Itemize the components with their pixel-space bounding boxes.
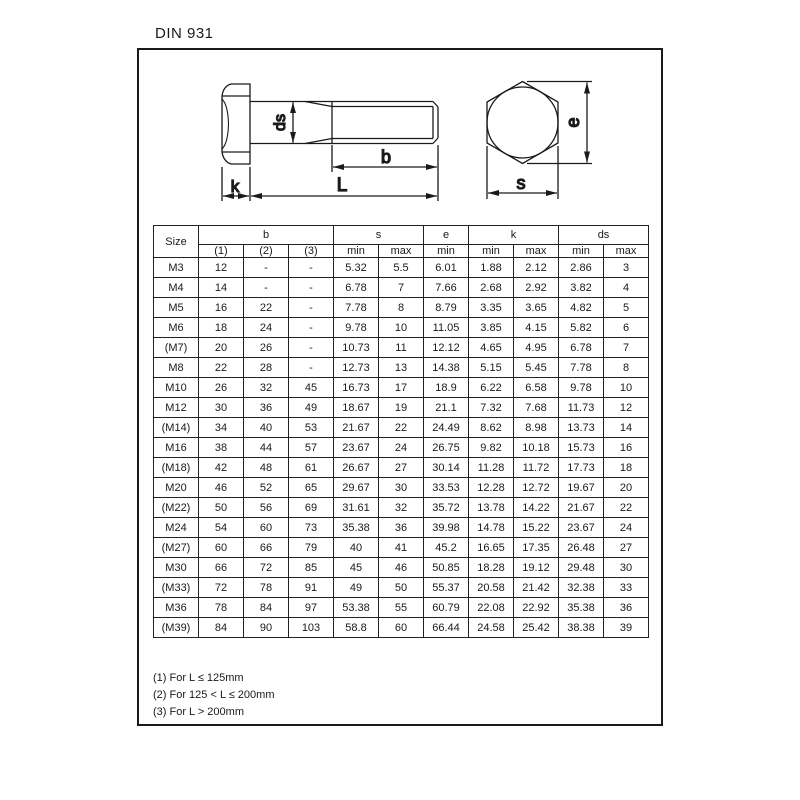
b2-cell: 26 bbox=[244, 338, 289, 358]
s-max-cell: 24 bbox=[379, 438, 424, 458]
b2-cell: 32 bbox=[244, 378, 289, 398]
k-max-cell: 17.35 bbox=[514, 538, 559, 558]
ds-dimension-label: ds bbox=[272, 114, 289, 131]
table-row bbox=[154, 298, 649, 318]
e-min-cell: 50.85 bbox=[424, 558, 469, 578]
k-min-cell: 11.28 bbox=[469, 458, 514, 478]
e-min-cell: 12.12 bbox=[424, 338, 469, 358]
k-min-cell: 13.78 bbox=[469, 498, 514, 518]
header-s: s bbox=[334, 226, 424, 245]
e-min-cell: 18.9 bbox=[424, 378, 469, 398]
size-cell: M20 bbox=[154, 478, 199, 498]
e-min-cell: 30.14 bbox=[424, 458, 469, 478]
b3-cell: - bbox=[289, 278, 334, 298]
b2-cell: 48 bbox=[244, 458, 289, 478]
k-max-cell: 12.72 bbox=[514, 478, 559, 498]
s-max-cell: 22 bbox=[379, 418, 424, 438]
s-min-cell: 6.78 bbox=[334, 278, 379, 298]
b3-cell: 49 bbox=[289, 398, 334, 418]
page-title: DIN 931 bbox=[155, 25, 214, 42]
b3-cell: 69 bbox=[289, 498, 334, 518]
b2-cell: - bbox=[244, 278, 289, 298]
k-min-cell: 16.65 bbox=[469, 538, 514, 558]
table-row bbox=[154, 338, 649, 358]
s-min-cell: 5.32 bbox=[334, 258, 379, 278]
k-min-cell: 22.08 bbox=[469, 598, 514, 618]
ds-max-cell: 5 bbox=[604, 298, 649, 318]
header-ds: ds bbox=[559, 226, 649, 245]
b1-cell: 22 bbox=[199, 358, 244, 378]
e-min-cell: 26.75 bbox=[424, 438, 469, 458]
e-min-cell: 33.53 bbox=[424, 478, 469, 498]
k-max-cell: 14.22 bbox=[514, 498, 559, 518]
header-k-max: max bbox=[514, 245, 559, 258]
ds-max-cell: 7 bbox=[604, 338, 649, 358]
k-min-cell: 12.28 bbox=[469, 478, 514, 498]
s-min-cell: 9.78 bbox=[334, 318, 379, 338]
s-min-cell: 45 bbox=[334, 558, 379, 578]
ds-max-cell: 27 bbox=[604, 538, 649, 558]
footnote-3: (3) For L > 200mm bbox=[153, 706, 244, 718]
header-e-min: min bbox=[424, 245, 469, 258]
e-min-cell: 8.79 bbox=[424, 298, 469, 318]
ds-min-cell: 19.67 bbox=[559, 478, 604, 498]
size-cell: (M33) bbox=[154, 578, 199, 598]
b1-cell: 16 bbox=[199, 298, 244, 318]
s-max-cell: 27 bbox=[379, 458, 424, 478]
s-min-cell: 23.67 bbox=[334, 438, 379, 458]
header-ds-min: min bbox=[559, 245, 604, 258]
b1-cell: 12 bbox=[199, 258, 244, 278]
table-row bbox=[154, 278, 649, 298]
table-row bbox=[154, 318, 649, 338]
b2-cell: 90 bbox=[244, 618, 289, 638]
k-max-cell: 21.42 bbox=[514, 578, 559, 598]
k-max-cell: 19.12 bbox=[514, 558, 559, 578]
s-max-cell: 13 bbox=[379, 358, 424, 378]
b1-cell: 26 bbox=[199, 378, 244, 398]
ds-min-cell: 21.67 bbox=[559, 498, 604, 518]
ds-max-cell: 8 bbox=[604, 358, 649, 378]
e-min-cell: 24.49 bbox=[424, 418, 469, 438]
b3-cell: 79 bbox=[289, 538, 334, 558]
technical-drawing bbox=[139, 50, 661, 222]
s-max-cell: 55 bbox=[379, 598, 424, 618]
k-max-cell: 10.18 bbox=[514, 438, 559, 458]
s-min-cell: 40 bbox=[334, 538, 379, 558]
size-cell: M12 bbox=[154, 398, 199, 418]
s-min-cell: 35.38 bbox=[334, 518, 379, 538]
k-dimension-label: k bbox=[230, 177, 240, 196]
b2-cell: 84 bbox=[244, 598, 289, 618]
k-max-cell: 15.22 bbox=[514, 518, 559, 538]
ds-min-cell: 7.78 bbox=[559, 358, 604, 378]
k-min-cell: 5.15 bbox=[469, 358, 514, 378]
s-min-cell: 26.67 bbox=[334, 458, 379, 478]
thread-runout bbox=[305, 139, 332, 144]
k-max-cell: 6.58 bbox=[514, 378, 559, 398]
b1-cell: 18 bbox=[199, 318, 244, 338]
k-max-cell: 8.98 bbox=[514, 418, 559, 438]
ds-max-cell: 4 bbox=[604, 278, 649, 298]
ds-max-cell: 39 bbox=[604, 618, 649, 638]
b3-cell: 85 bbox=[289, 558, 334, 578]
b1-cell: 42 bbox=[199, 458, 244, 478]
s-min-cell: 21.67 bbox=[334, 418, 379, 438]
ds-min-cell: 17.73 bbox=[559, 458, 604, 478]
s-max-cell: 11 bbox=[379, 338, 424, 358]
size-cell: M6 bbox=[154, 318, 199, 338]
ds-min-cell: 6.78 bbox=[559, 338, 604, 358]
b-dimension-label: b bbox=[380, 147, 392, 167]
hex-head-front-view bbox=[487, 82, 592, 200]
b2-cell: 44 bbox=[244, 438, 289, 458]
b2-cell: 56 bbox=[244, 498, 289, 518]
b2-cell: 40 bbox=[244, 418, 289, 438]
ds-max-cell: 18 bbox=[604, 458, 649, 478]
size-cell: (M27) bbox=[154, 538, 199, 558]
b1-cell: 66 bbox=[199, 558, 244, 578]
table-row bbox=[154, 458, 649, 478]
size-cell: M5 bbox=[154, 298, 199, 318]
ds-max-cell: 30 bbox=[604, 558, 649, 578]
e-min-cell: 11.05 bbox=[424, 318, 469, 338]
ds-min-cell: 13.73 bbox=[559, 418, 604, 438]
s-min-cell: 16.73 bbox=[334, 378, 379, 398]
k-min-cell: 4.65 bbox=[469, 338, 514, 358]
b2-cell: 52 bbox=[244, 478, 289, 498]
e-min-cell: 45.2 bbox=[424, 538, 469, 558]
k-min-cell: 24.58 bbox=[469, 618, 514, 638]
ds-min-cell: 35.38 bbox=[559, 598, 604, 618]
b3-cell: 97 bbox=[289, 598, 334, 618]
b2-cell: 78 bbox=[244, 578, 289, 598]
size-cell: M8 bbox=[154, 358, 199, 378]
b3-cell: - bbox=[289, 338, 334, 358]
ds-min-cell: 11.73 bbox=[559, 398, 604, 418]
b3-cell: - bbox=[289, 358, 334, 378]
inscribed-circle bbox=[487, 87, 558, 158]
content-frame bbox=[137, 48, 663, 726]
b3-cell: 53 bbox=[289, 418, 334, 438]
footnote-2: (2) For 125 < L ≤ 200mm bbox=[153, 689, 275, 701]
k-min-cell: 14.78 bbox=[469, 518, 514, 538]
s-min-cell: 12.73 bbox=[334, 358, 379, 378]
e-min-cell: 55.37 bbox=[424, 578, 469, 598]
table-row bbox=[154, 378, 649, 398]
s-max-cell: 8 bbox=[379, 298, 424, 318]
size-cell: M30 bbox=[154, 558, 199, 578]
ds-max-cell: 36 bbox=[604, 598, 649, 618]
table-row bbox=[154, 358, 649, 378]
s-max-cell: 46 bbox=[379, 558, 424, 578]
table-row bbox=[154, 598, 649, 618]
s-min-cell: 29.67 bbox=[334, 478, 379, 498]
b1-cell: 30 bbox=[199, 398, 244, 418]
s-max-cell: 60 bbox=[379, 618, 424, 638]
k-min-cell: 3.35 bbox=[469, 298, 514, 318]
s-max-cell: 36 bbox=[379, 518, 424, 538]
header-size: Size bbox=[154, 226, 199, 258]
k-max-cell: 25.42 bbox=[514, 618, 559, 638]
k-max-cell: 5.45 bbox=[514, 358, 559, 378]
k-max-cell: 2.12 bbox=[514, 258, 559, 278]
b2-cell: 36 bbox=[244, 398, 289, 418]
k-min-cell: 1.88 bbox=[469, 258, 514, 278]
ds-min-cell: 3.82 bbox=[559, 278, 604, 298]
ds-max-cell: 24 bbox=[604, 518, 649, 538]
s-dimension-label: s bbox=[516, 173, 526, 193]
b2-cell: 60 bbox=[244, 518, 289, 538]
b3-cell: 91 bbox=[289, 578, 334, 598]
ds-min-cell: 29.48 bbox=[559, 558, 604, 578]
L-dimension-label: L bbox=[336, 175, 348, 196]
b2-cell: 24 bbox=[244, 318, 289, 338]
b3-cell: 57 bbox=[289, 438, 334, 458]
table-header bbox=[154, 226, 649, 258]
b3-cell: - bbox=[289, 318, 334, 338]
b2-cell: 22 bbox=[244, 298, 289, 318]
size-cell: (M39) bbox=[154, 618, 199, 638]
ds-max-cell: 16 bbox=[604, 438, 649, 458]
b3-cell: 45 bbox=[289, 378, 334, 398]
b1-cell: 46 bbox=[199, 478, 244, 498]
header-b: b bbox=[199, 226, 334, 245]
s-max-cell: 17 bbox=[379, 378, 424, 398]
k-max-cell: 4.15 bbox=[514, 318, 559, 338]
b1-cell: 34 bbox=[199, 418, 244, 438]
e-min-cell: 35.72 bbox=[424, 498, 469, 518]
table-row bbox=[154, 398, 649, 418]
ds-min-cell: 26.48 bbox=[559, 538, 604, 558]
e-min-cell: 66.44 bbox=[424, 618, 469, 638]
header-k: k bbox=[469, 226, 559, 245]
b1-cell: 20 bbox=[199, 338, 244, 358]
ds-max-cell: 10 bbox=[604, 378, 649, 398]
s-max-cell: 30 bbox=[379, 478, 424, 498]
bolt-side-view bbox=[222, 84, 438, 201]
ds-max-cell: 6 bbox=[604, 318, 649, 338]
size-cell: M10 bbox=[154, 378, 199, 398]
tip-chamfer bbox=[433, 138, 438, 144]
b3-cell: 65 bbox=[289, 478, 334, 498]
b2-cell: - bbox=[244, 258, 289, 278]
e-min-cell: 7.66 bbox=[424, 278, 469, 298]
table-row bbox=[154, 478, 649, 498]
s-min-cell: 58.8 bbox=[334, 618, 379, 638]
s-min-cell: 53.38 bbox=[334, 598, 379, 618]
table-row bbox=[154, 438, 649, 458]
table-row bbox=[154, 578, 649, 598]
s-max-cell: 50 bbox=[379, 578, 424, 598]
k-min-cell: 9.82 bbox=[469, 438, 514, 458]
ds-min-cell: 23.67 bbox=[559, 518, 604, 538]
ds-max-cell: 22 bbox=[604, 498, 649, 518]
e-min-cell: 14.38 bbox=[424, 358, 469, 378]
header-e: e bbox=[424, 226, 469, 245]
s-max-cell: 19 bbox=[379, 398, 424, 418]
k-min-cell: 2.68 bbox=[469, 278, 514, 298]
s-min-cell: 49 bbox=[334, 578, 379, 598]
k-min-cell: 8.62 bbox=[469, 418, 514, 438]
k-max-cell: 7.68 bbox=[514, 398, 559, 418]
k-max-cell: 3.65 bbox=[514, 298, 559, 318]
header-ds-max: max bbox=[604, 245, 649, 258]
header-b1: (1) bbox=[199, 245, 244, 258]
table-row bbox=[154, 258, 649, 278]
b2-cell: 28 bbox=[244, 358, 289, 378]
b3-cell: 61 bbox=[289, 458, 334, 478]
s-max-cell: 7 bbox=[379, 278, 424, 298]
size-cell: M36 bbox=[154, 598, 199, 618]
e-min-cell: 21.1 bbox=[424, 398, 469, 418]
b1-cell: 84 bbox=[199, 618, 244, 638]
k-max-cell: 2.92 bbox=[514, 278, 559, 298]
k-min-cell: 7.32 bbox=[469, 398, 514, 418]
size-cell: M24 bbox=[154, 518, 199, 538]
s-min-cell: 18.67 bbox=[334, 398, 379, 418]
table-row bbox=[154, 498, 649, 518]
size-cell: M3 bbox=[154, 258, 199, 278]
s-max-cell: 5.5 bbox=[379, 258, 424, 278]
ds-min-cell: 5.82 bbox=[559, 318, 604, 338]
footnotes bbox=[153, 670, 274, 721]
ds-max-cell: 3 bbox=[604, 258, 649, 278]
k-min-cell: 20.58 bbox=[469, 578, 514, 598]
table-row bbox=[154, 558, 649, 578]
b1-cell: 72 bbox=[199, 578, 244, 598]
ds-min-cell: 9.78 bbox=[559, 378, 604, 398]
table-row bbox=[154, 618, 649, 638]
dimensions-table bbox=[153, 225, 649, 638]
s-min-cell: 7.78 bbox=[334, 298, 379, 318]
b2-cell: 66 bbox=[244, 538, 289, 558]
b3-cell: 103 bbox=[289, 618, 334, 638]
b1-cell: 54 bbox=[199, 518, 244, 538]
footnote-1: (1) For L ≤ 125mm bbox=[153, 672, 244, 684]
b1-cell: 38 bbox=[199, 438, 244, 458]
b3-cell: 73 bbox=[289, 518, 334, 538]
e-min-cell: 39.98 bbox=[424, 518, 469, 538]
ds-max-cell: 20 bbox=[604, 478, 649, 498]
size-cell: (M18) bbox=[154, 458, 199, 478]
header-k-min: min bbox=[469, 245, 514, 258]
ds-min-cell: 38.38 bbox=[559, 618, 604, 638]
header-b2: (2) bbox=[244, 245, 289, 258]
b1-cell: 14 bbox=[199, 278, 244, 298]
k-max-cell: 4.95 bbox=[514, 338, 559, 358]
b3-cell: - bbox=[289, 298, 334, 318]
hexagon-outline bbox=[487, 82, 558, 164]
header-s-min: min bbox=[334, 245, 379, 258]
ds-max-cell: 33 bbox=[604, 578, 649, 598]
table-row bbox=[154, 538, 649, 558]
ds-min-cell: 4.82 bbox=[559, 298, 604, 318]
ds-min-cell: 32.38 bbox=[559, 578, 604, 598]
size-cell: (M7) bbox=[154, 338, 199, 358]
ds-min-cell: 2.86 bbox=[559, 258, 604, 278]
b1-cell: 60 bbox=[199, 538, 244, 558]
header-b3: (3) bbox=[289, 245, 334, 258]
b3-cell: - bbox=[289, 258, 334, 278]
k-max-cell: 22.92 bbox=[514, 598, 559, 618]
e-dimension-label: e bbox=[563, 117, 583, 128]
k-min-cell: 6.22 bbox=[469, 378, 514, 398]
s-min-cell: 31.61 bbox=[334, 498, 379, 518]
tip-chamfer bbox=[433, 102, 438, 108]
head-chamfer-arc bbox=[222, 99, 229, 149]
k-min-cell: 18.28 bbox=[469, 558, 514, 578]
s-max-cell: 41 bbox=[379, 538, 424, 558]
size-cell: (M22) bbox=[154, 498, 199, 518]
size-cell: (M14) bbox=[154, 418, 199, 438]
b1-cell: 78 bbox=[199, 598, 244, 618]
size-cell: M4 bbox=[154, 278, 199, 298]
size-cell: M16 bbox=[154, 438, 199, 458]
thread-runout bbox=[305, 102, 332, 107]
b2-cell: 72 bbox=[244, 558, 289, 578]
ds-max-cell: 12 bbox=[604, 398, 649, 418]
e-min-cell: 60.79 bbox=[424, 598, 469, 618]
s-max-cell: 32 bbox=[379, 498, 424, 518]
ds-min-cell: 15.73 bbox=[559, 438, 604, 458]
table-row bbox=[154, 418, 649, 438]
e-min-cell: 6.01 bbox=[424, 258, 469, 278]
k-min-cell: 3.85 bbox=[469, 318, 514, 338]
table-row bbox=[154, 518, 649, 538]
ds-max-cell: 14 bbox=[604, 418, 649, 438]
s-max-cell: 10 bbox=[379, 318, 424, 338]
header-s-max: max bbox=[379, 245, 424, 258]
b1-cell: 50 bbox=[199, 498, 244, 518]
s-min-cell: 10.73 bbox=[334, 338, 379, 358]
k-max-cell: 11.72 bbox=[514, 458, 559, 478]
